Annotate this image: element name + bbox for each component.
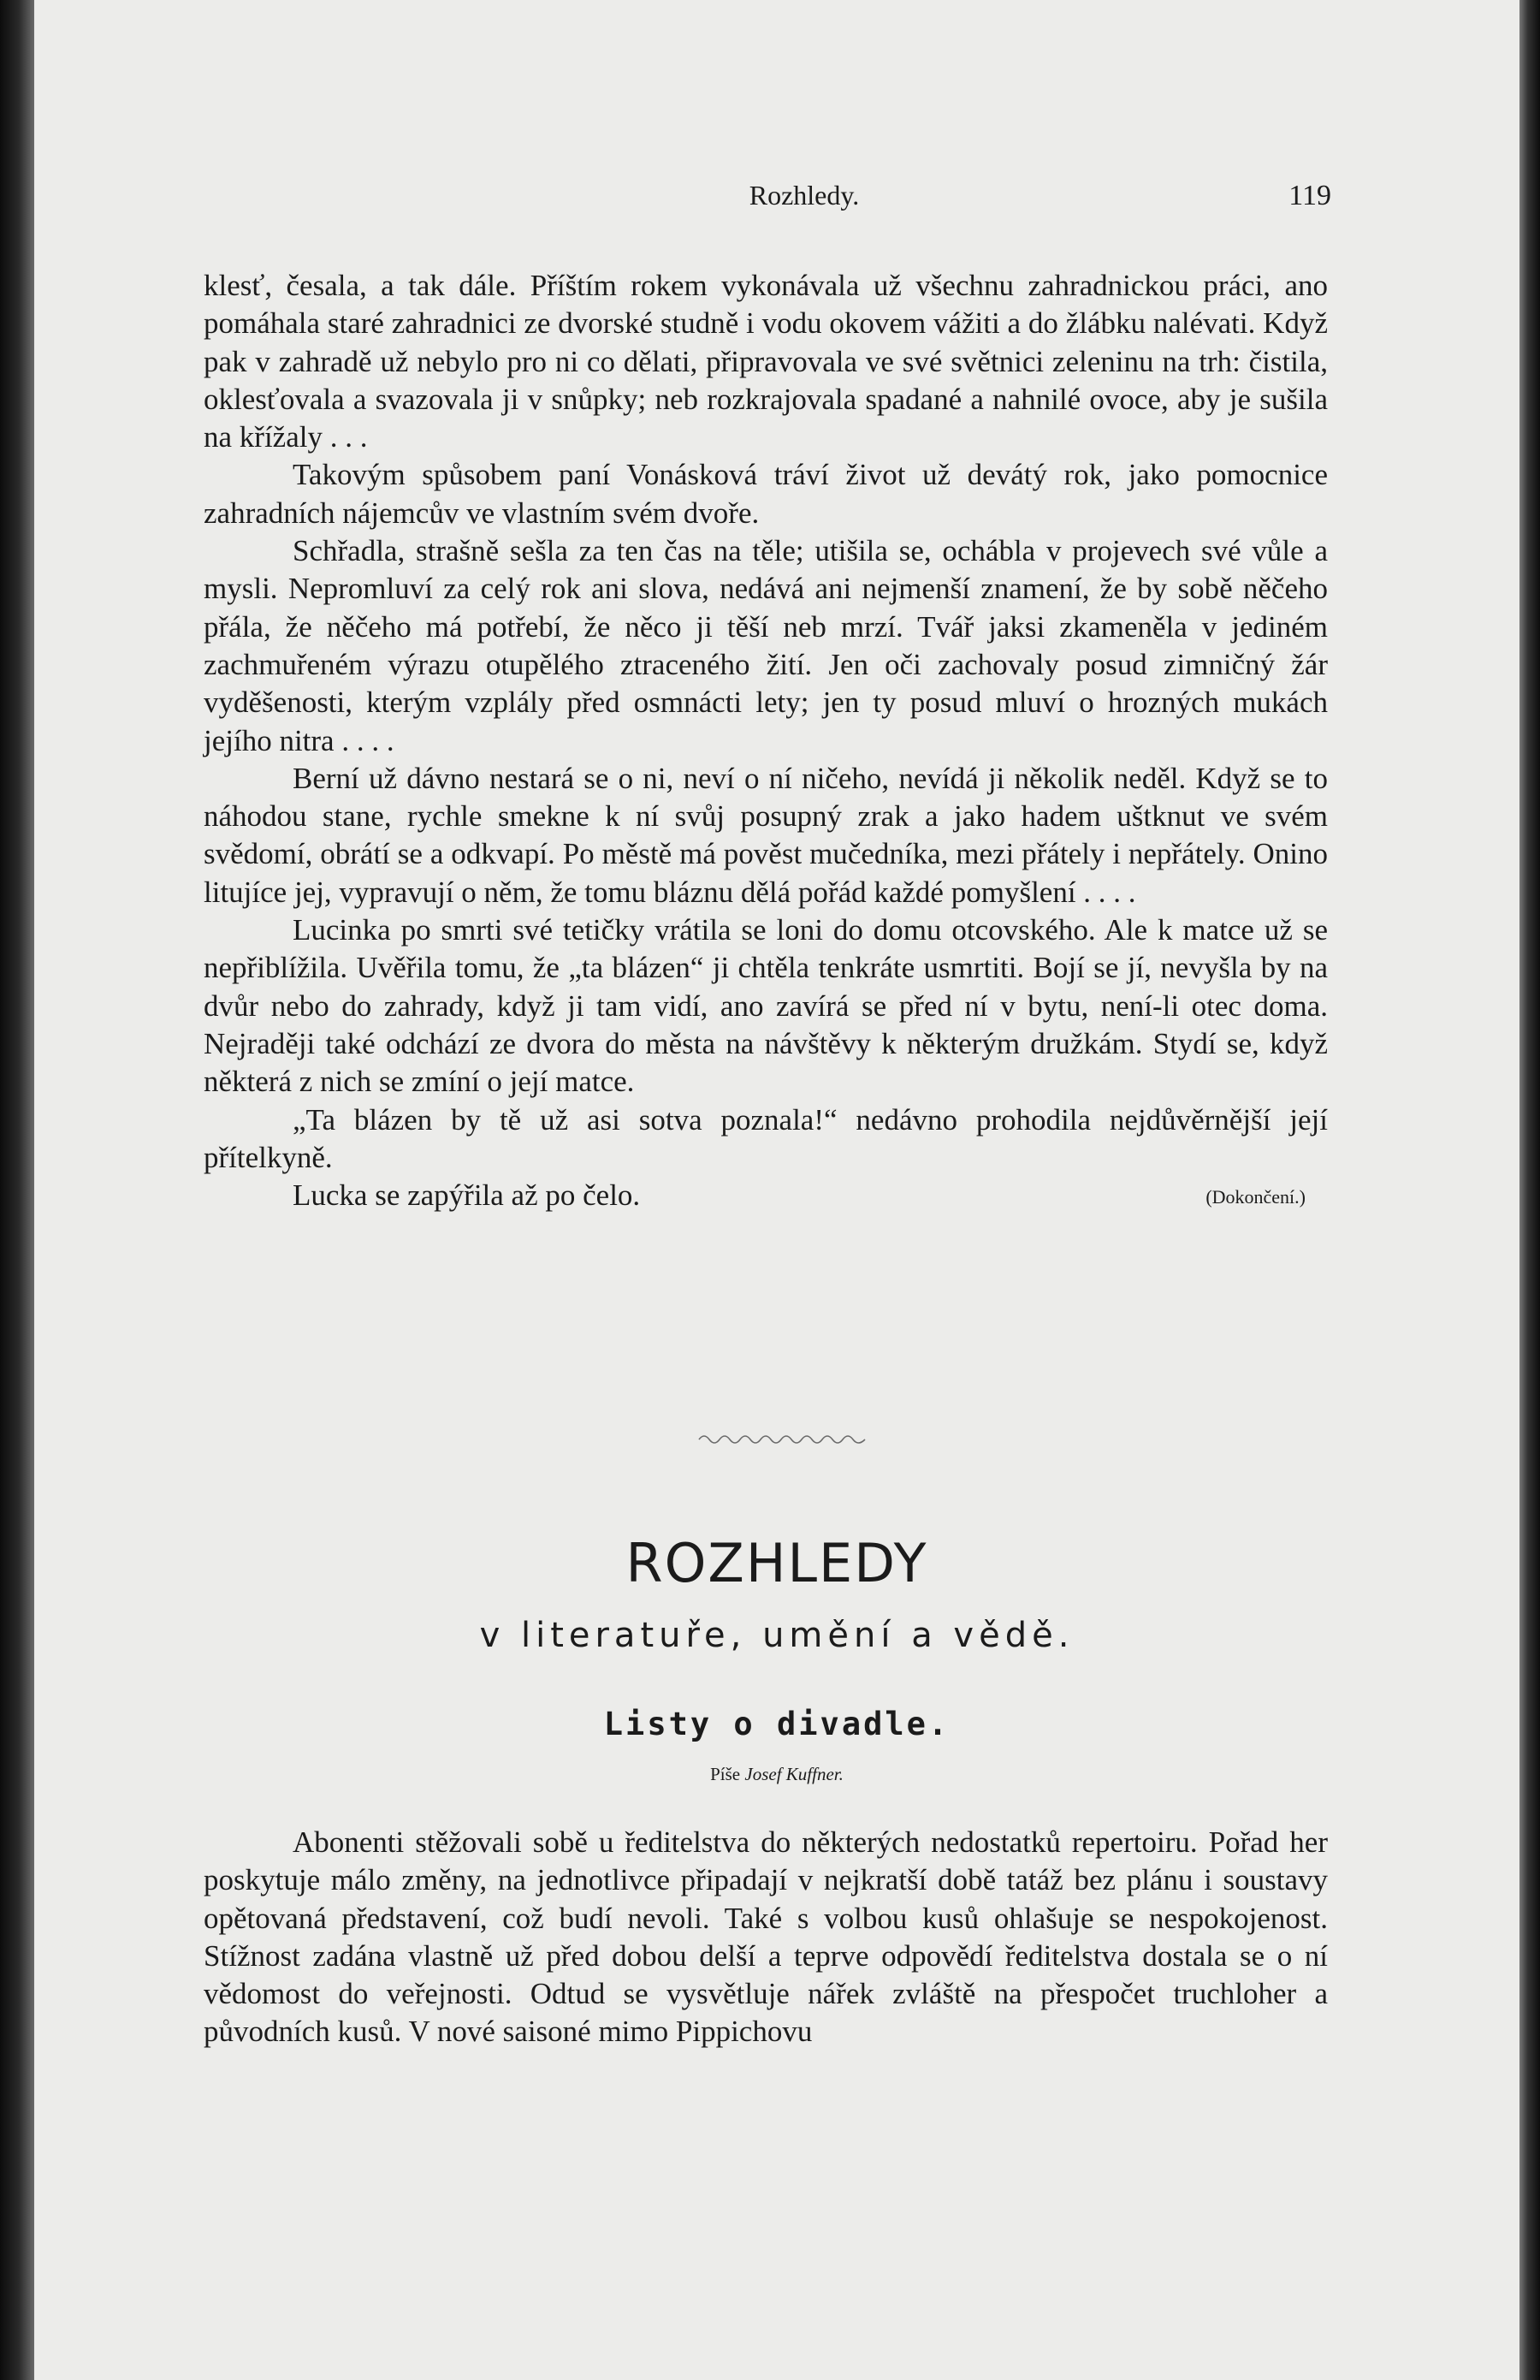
continued-note: (Dokončení.) — [1205, 1186, 1306, 1208]
story-paragraph: Lucinka po smrti své tetičky vrátila se loni do domu otcovského. Ale k matce už se nepřiblížila. Uvěřila tomu, že „ta blázen“ ji chtěla tenkráte usmrtiti. Bojí se jí, nevyšla by na dvůr nebo do zahrady, když ji tam vidí, ano zavírá se před ní v bytu, není-li otec doma. Nejraději také odchází ze dvora do města na návštěvy k některým družkám. Stydí se, když některá z nich se zmíní o její matce. — [204, 913, 1328, 1099]
story-paragraph: „Ta blázen by tě už asi sotva poznala!“ nedávno prohodila nejdůvěrnější její přítelkyně. — [204, 1102, 1328, 1174]
story-paragraph: Schřadla, strašně sešla za ten čas na těle; utišila se, ochábla v projevech své vůle a mysli. Nepromluví za celý rok ani slova, nedává ani nejmenší znamení, že by sobě něčeho přála, že něčeho má potřebí, že něco ji těší neb mrzí. Tvář jaksi zkameněla v jediném zachmuřeném výrazu otupělého ztraceného žití. Jen oči zachovaly posud zimničný žár vyděšenosti, kterým vzplály před osmnácti lety; jen ty posud mluví o hrozných mukách jejího nitra . . . . — [204, 534, 1328, 757]
book-page — [34, 0, 1519, 2380]
article-paragraph: Abonenti stěžovali sobě u ředitelstva do některých nedostatků repertoiru. Pořad her poskytuje málo změny, na jednotlivce připadají v nejkratší době tatáž bez plánu i soustavy opětovaná představení, což budí nevoli. Také s volbou kusů ohlašuje se nespokojenost. Stížnost zadána vlastně už před dobou delší a teprve odpovědí ředitelstva dostala se o ní vědomost do veřejnosti. Odtud se vysvětluje nářek zvláště na přespočet truchloher a původních kusů. V nové saisoné mimo Pippichovu — [204, 1825, 1328, 2049]
running-title: Rozhledy. — [749, 180, 860, 211]
byline-prefix: Píše — [710, 1764, 741, 1784]
story-paragraph: Berní už dávno nestará se o ni, neví o ní ničeho, nevídá ji několik neděl. Když se to náhodou stane, rychle smekne k ní svůj posupný zrak a jako hadem uštknut ve svém svědomí, obrátí se a odkvapí. Po městě má pověst mučedníka, mezi přátely i nepřátely. Onino litujíce jej, vypravují o něm, že tomu bláznu dělá pořád každé pomyšlení . . . . — [204, 761, 1328, 909]
story-paragraph: klesť, česala, a tak dále. Příštím rokem vykonávala už všechnu zahradnickou práci, ano pomáhala staré zahradnici ze dvorské studně i vodu okovem vážiti a do žlábku nalévati. Když pak v zahradě už nebylo pro ni co dělati, připravovala ve své světnici zeleninu na trh: čistila, oklesťovala a svazovala ji v snůpky; neb rozkrajovala spadané a nahnilé ovoce, aby je sušila na křížaly . . . — [204, 269, 1328, 454]
story-final-line — [204, 1177, 1328, 1214]
scan-edge-left — [0, 0, 34, 2380]
article-title: Listy o divadle. — [603, 1706, 951, 1742]
article-text — [204, 1824, 1328, 2051]
story-text — [204, 267, 1328, 1214]
scan-edge-right — [1519, 0, 1540, 2380]
section-subtitle: v literatuře, umění a vědě. — [479, 1616, 1075, 1655]
story-final-sentence: Lucka se zapýřila až po čelo. — [293, 1178, 641, 1213]
byline — [34, 1764, 1519, 1785]
ornament-divider — [697, 1429, 868, 1446]
byline-author: Josef Kuffner. — [744, 1764, 844, 1784]
story-paragraph: Takovým spůsobem paní Vonásková tráví život už devátý rok, jako pomocnice zahradních nájemcův ve vlastním svém dvoře. — [204, 458, 1328, 530]
section-title: ROZHLEDY — [625, 1532, 928, 1594]
page-number: 119 — [1288, 180, 1331, 211]
running-head — [34, 180, 1519, 223]
